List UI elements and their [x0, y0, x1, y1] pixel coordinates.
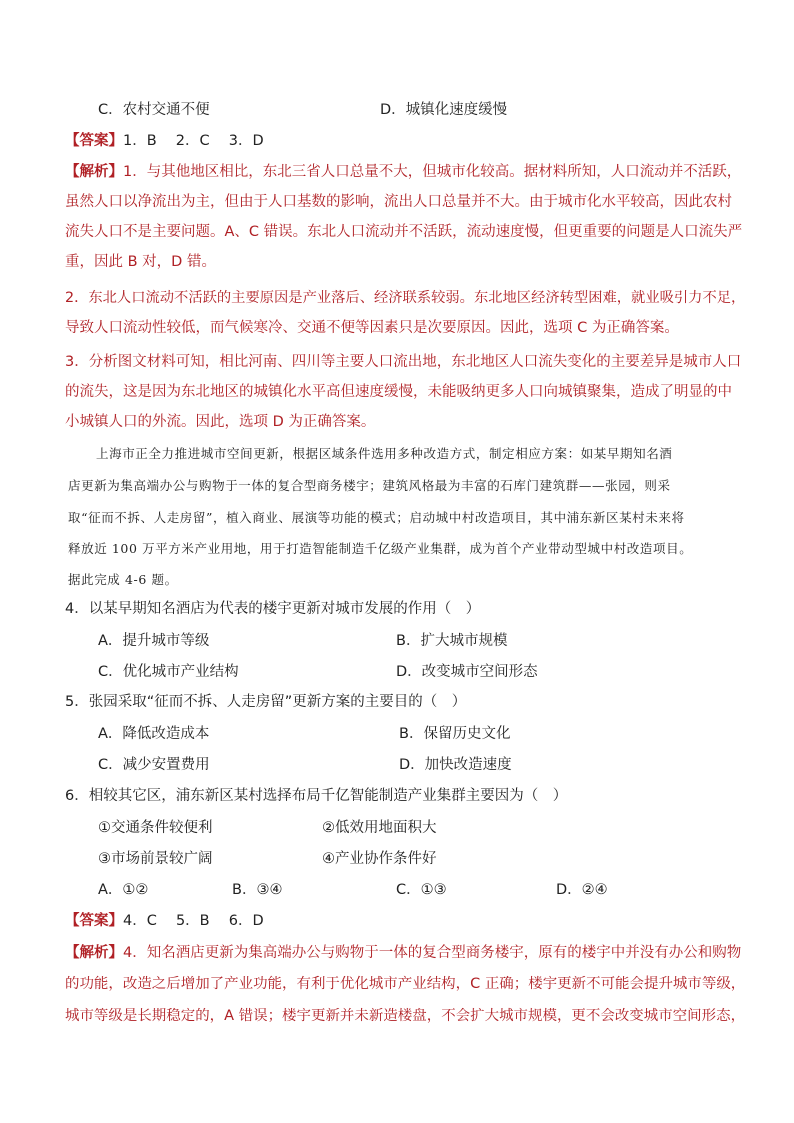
answer-text: 1．B 2．C 3．D	[123, 133, 264, 149]
material-line: 取“征而不拆、人走房留”，植入商业、展演等功能的模式；启动城中村改造项目，其中浦东新区某村未来将	[68, 510, 685, 525]
q6-option-d: D．②④	[556, 882, 608, 898]
question-6-stem: 6．相较其它区，浦东新区某村选择布局千亿智能制造产业集群主要因为（ ）	[65, 788, 568, 804]
answer-tag: 【答案】	[65, 913, 123, 929]
q6-item-1: ①交通条件较便利	[98, 820, 213, 836]
analysis-line: 重，因此 B 对，D 错。	[65, 254, 216, 270]
q5-option-a: A．降低改造成本	[98, 726, 210, 742]
analysis-line: 城市等级是长期稳定的，A 错误；楼宇更新并未新造楼盘，不会扩大城市规模，更不会改变城市空间形态，	[65, 1008, 746, 1024]
analysis-line: 小城镇人口的外流。因此，选项 D 为正确答案。	[65, 414, 376, 430]
material-line: 上海市正全力推进城市空间更新，根据区域条件选用多种改造方式，制定相应方案：如某早期知名酒	[96, 446, 673, 461]
analysis-line: 流失人口不是主要问题。A、C 错误。东北人口流动并不活跃，流动速度慢，但更重要的问题是人口流失严	[65, 224, 743, 240]
q5-option-c: C．减少安置费用	[98, 757, 210, 773]
analysis-line: 【解析】4．知名酒店更新为集高端办公与购物于一体的复合型商务楼宇，原有的楼宇中并没有办公和购物	[65, 945, 742, 961]
analysis-line: 虽然人口以净流出为主，但由于人口基数的影响，流出人口总量并不大。由于城市化水平较高，因此农村	[65, 194, 732, 210]
answer-block-1	[65, 131, 264, 151]
q5-option-b: B．保留历史文化	[399, 726, 511, 742]
analysis-line: 3．分析图文材料可知，相比河南、四川等主要人口流出地，东北地区人口流失变化的主要差异是城市人口	[65, 354, 742, 370]
analysis-line: 的流失，这是因为东北地区的城镇化水平高但速度缓慢，未能吸纳更多人口向城镇聚集，造成了明显的中	[65, 384, 732, 400]
question-5-stem: 5．张园采取“征而不拆、人走房留”更新方案的主要目的（ ）	[65, 694, 467, 710]
q4-option-d: D．改变城市空间形态	[396, 664, 538, 680]
q6-item-3: ③市场前景较广阔	[98, 851, 213, 867]
answer-text: 4．C 5．B 6．D	[123, 913, 264, 929]
answer-tag: 【答案】	[65, 133, 123, 149]
q6-option-a: A．①②	[98, 882, 149, 898]
question-4-stem: 4．以某早期知名酒店为代表的楼宇更新对城市发展的作用（ ）	[65, 601, 481, 617]
analysis-line: 的功能，改造之后增加了产业功能，有利于优化城市产业结构，C 正确；楼宇更新不可能会提升城市等级，	[65, 976, 746, 992]
q6-option-c: C．①③	[396, 882, 447, 898]
q6-option-b: B．③④	[232, 882, 283, 898]
q4-option-b: B．扩大城市规模	[396, 633, 508, 649]
material-line: 据此完成 4-6 题。	[68, 572, 178, 587]
q4-option-c: C．优化城市产业结构	[98, 664, 239, 680]
analysis-tag: 【解析】	[65, 945, 123, 961]
analysis-line: 【解析】1．与其他地区相比，东北三省人口总量不大，但城市化较高。据材料所知，人口流动并不活跃，	[65, 164, 742, 180]
analysis-tag: 【解析】	[65, 164, 123, 180]
material-line: 店更新为集高端办公与购物于一体的复合型商务楼宇；建筑风格最为丰富的石库门建筑群——张园，则采	[68, 478, 671, 493]
q6-item-2: ②低效用地面积大	[322, 820, 437, 836]
option-c: C．农村交通不便	[98, 102, 210, 118]
material-line: 释放近 100 万平方米产业用地，用于打造智能制造千亿级产业集群，成为首个产业带动型城中村改造项目。	[68, 541, 693, 556]
answer-block-2	[65, 911, 264, 931]
analysis-line: 2．东北人口流动不活跃的主要原因是产业落后、经济联系较弱。东北地区经济转型困难，就业吸引力不足，	[65, 290, 746, 306]
option-d: D．城镇化速度缓慢	[380, 102, 508, 118]
analysis-line: 导致人口流动性较低，而气候寒冷、交通不便等因素只是次要原因。因此，选项 C 为正确答案。	[65, 320, 679, 336]
q5-option-d: D．加快改造速度	[399, 757, 512, 773]
q4-option-a: A．提升城市等级	[98, 633, 210, 649]
q6-item-4: ④产业协作条件好	[322, 851, 437, 867]
